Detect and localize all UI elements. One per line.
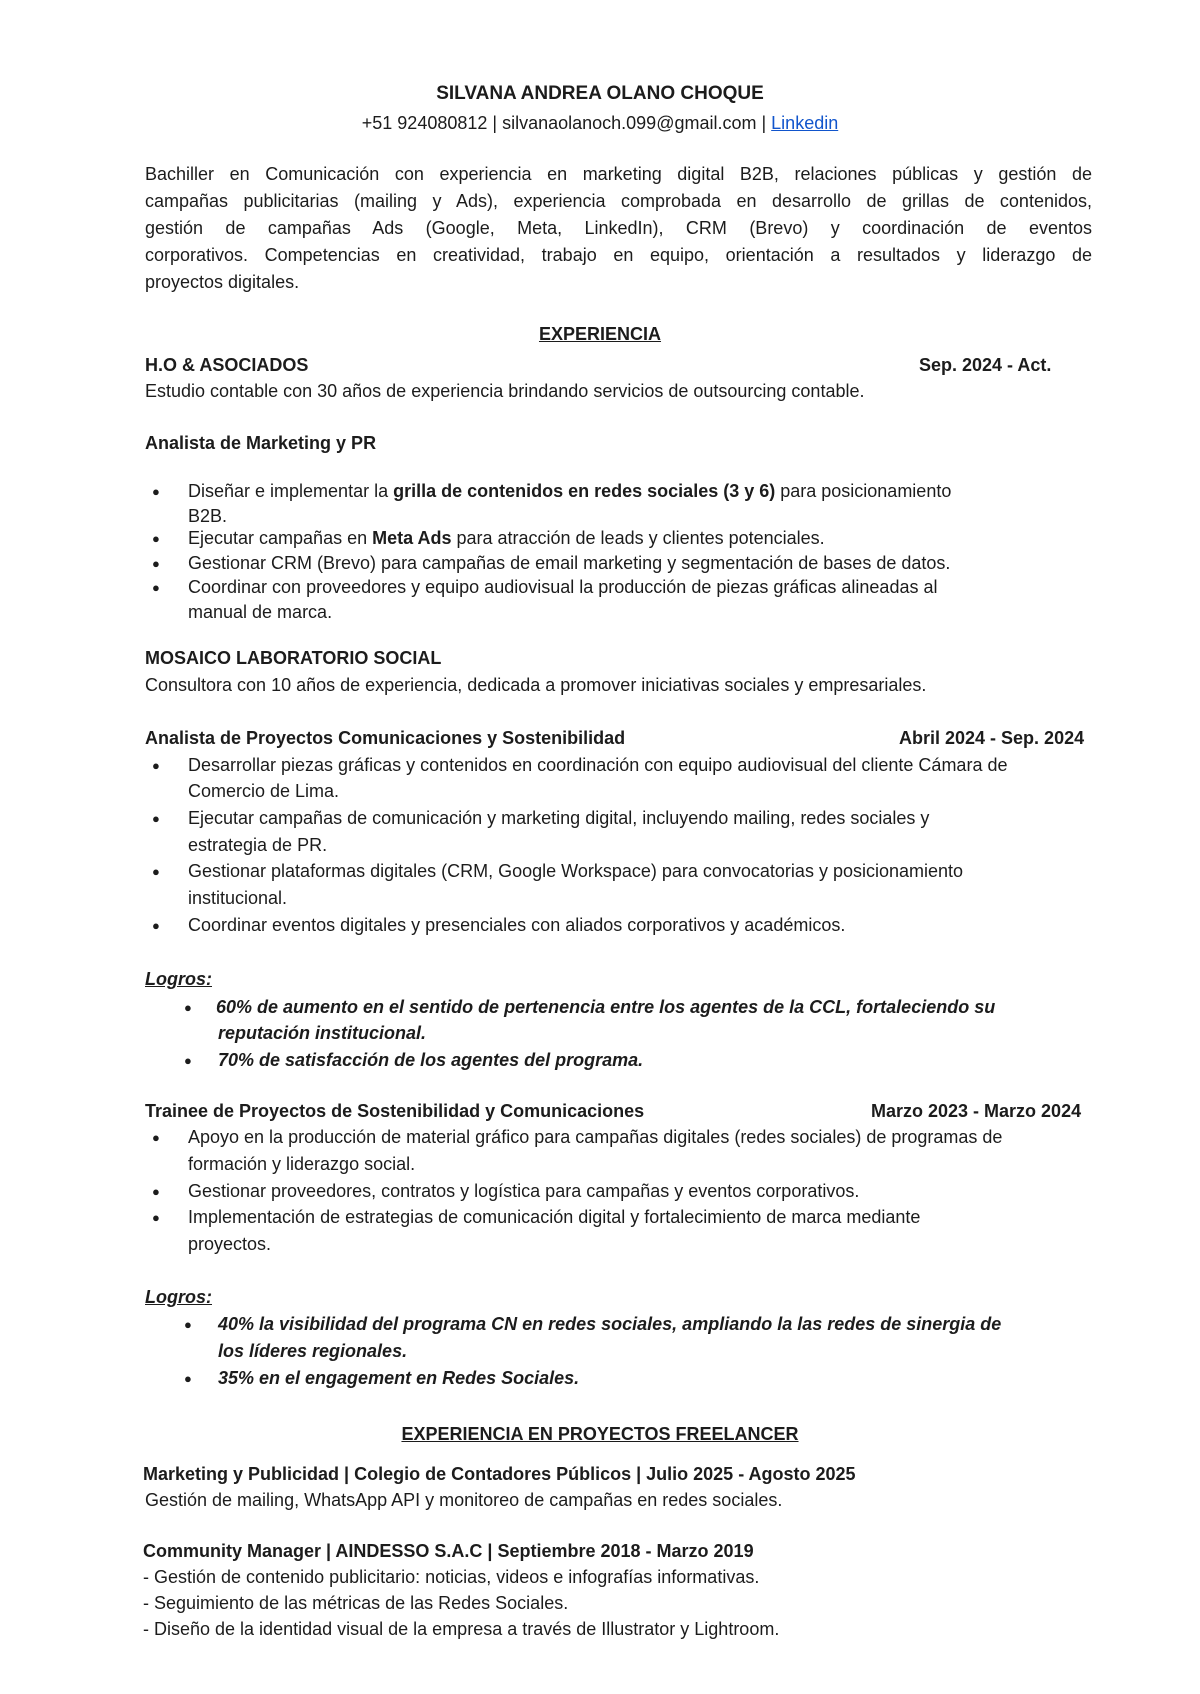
bullet-icon: ● — [152, 556, 160, 571]
bullet-icon: ● — [184, 1317, 192, 1332]
role2-bullet-1: Apoyo en la producción de material gráfico para campañas digitales (redes sociales) de programas de — [188, 1127, 1003, 1147]
role1-bullet-2-cont: estrategia de PR. — [188, 835, 328, 855]
bullet-icon: ● — [152, 864, 160, 879]
bullet-icon: ● — [152, 580, 160, 595]
job2-role-1-dates: Abril 2024 - Sep. 2024 — [899, 728, 1085, 748]
job1-dates: Sep. 2024 - Act. — [919, 355, 1052, 375]
bullet-icon: ● — [184, 1053, 192, 1068]
achievements-label: Logros: — [145, 969, 212, 989]
role1-bullet-1-cont: Comercio de Lima. — [188, 781, 340, 801]
job2-role-2-dates: Marzo 2023 - Marzo 2024 — [871, 1101, 1082, 1121]
experience-heading: EXPERIENCIA — [538, 324, 662, 344]
company-mosaico: MOSAICO LABORATORIO SOCIAL — [145, 648, 442, 668]
freelance-heading: EXPERIENCIA EN PROYECTOS FREELANCER — [401, 1424, 799, 1444]
bullet-icon: ● — [184, 1371, 192, 1386]
role2-achievement-1: 40% la visibilidad del programa CN en redes sociales, ampliando la las redes de sinergia de — [218, 1314, 1002, 1334]
freelance-project-1-desc: Gestión de mailing, WhatsApp API y monitoreo de campañas en redes sociales. — [145, 1490, 783, 1510]
bullet-text: para posicionamiento — [775, 481, 952, 501]
role2-bullet-3-cont: proyectos. — [188, 1234, 272, 1254]
role2-bullet-3: Implementación de estrategias de comunicación digital y fortalecimiento de marca mediante — [188, 1207, 921, 1227]
freelance-project-2-line-3: - Diseño de la identidad visual de la empresa a través de Illustrator y Lightroom. — [143, 1619, 780, 1639]
bullet-icon: ● — [152, 1130, 160, 1145]
job1-bullet-4: Coordinar con proveedores y equipo audiovisual la producción de piezas gráficas alineadas al — [188, 577, 938, 597]
bullet-text: para atracción de leads y clientes potenciales. — [451, 528, 825, 548]
role2-bullet-1-cont: formación y liderazgo social. — [188, 1154, 416, 1174]
job2-description: Consultora con 10 años de experiencia, dedicada a promover iniciativas sociales y empresariales. — [145, 675, 927, 695]
candidate-name: SILVANA ANDREA OLANO CHOQUE — [436, 83, 764, 104]
job1-role: Analista de Marketing y PR — [145, 433, 377, 453]
role2-bullet-2: Gestionar proveedores, contratos y logística para campañas y eventos corporativos. — [188, 1181, 860, 1201]
freelance-project-1-title: Marketing y Publicidad | Colegio de Contadores Públicos | Julio 2025 - Agosto 2025 — [143, 1464, 856, 1484]
role2-achievement-1-cont: los líderes regionales. — [218, 1341, 408, 1361]
summary-line-1: Bachiller en Comunicación con experiencia en marketing digital B2B, relaciones públicas y gestión de — [145, 164, 1092, 184]
role1-bullet-3-cont: institucional. — [188, 888, 288, 908]
job2-role-2: Trainee de Proyectos de Sostenibilidad y Comunicaciones — [145, 1101, 645, 1121]
freelance-project-2-line-2: - Seguimiento de las métricas de las Redes Sociales. — [143, 1593, 569, 1613]
job1-bullet-1-cont: B2B. — [188, 506, 228, 526]
role1-bullet-4: Coordinar eventos digitales y presenciales con aliados corporativos y académicos. — [188, 915, 846, 935]
bullet-icon: ● — [152, 531, 160, 546]
summary-line-5: proyectos digitales. — [145, 272, 300, 292]
linkedin-link[interactable]: Linkedin — [771, 113, 839, 133]
bullet-icon: ● — [184, 1000, 192, 1015]
bullet-bold-text: grilla de contenidos en redes sociales (3 y 6) — [393, 481, 776, 501]
role2-achievement-2: 35% en el engagement en Redes Sociales. — [218, 1368, 580, 1388]
contact-text: +51 924080812 | silvanaolanoch.099@gmail.com | — [361, 113, 772, 133]
freelance-project-2-title: Community Manager | AINDESSO S.A.C | Septiembre 2018 - Marzo 2019 — [143, 1541, 754, 1561]
role1-bullet-3: Gestionar plataformas digitales (CRM, Google Workspace) para convocatorias y posicionamiento — [188, 861, 964, 881]
job1-bullet-4-cont: manual de marca. — [188, 602, 333, 622]
summary-line-3: gestión de campañas Ads (Google, Meta, LinkedIn), CRM (Brevo) y coordinación de eventos — [145, 218, 1092, 238]
bullet-bold-text: Meta Ads — [372, 528, 452, 548]
bullet-icon: ● — [152, 484, 160, 499]
bullet-icon: ● — [152, 1184, 160, 1199]
bullet-text: Diseñar e implementar la — [188, 481, 394, 501]
achievements-label: Logros: — [145, 1287, 212, 1307]
role1-achievement-1-cont: reputación institucional. — [218, 1023, 427, 1043]
bullet-icon: ● — [152, 758, 160, 773]
role1-achievement-2: 70% de satisfacción de los agentes del programa. — [218, 1050, 644, 1070]
bullet-icon: ● — [152, 1210, 160, 1225]
contact-line — [0, 112, 1200, 134]
company-ho-asociados: H.O & ASOCIADOS — [145, 355, 309, 375]
job1-description: Estudio contable con 30 años de experiencia brindando servicios de outsourcing contable. — [145, 381, 865, 401]
role1-achievement-1: 60% de aumento en el sentido de pertenencia entre los agentes de la CCL, fortaleciendo su — [216, 997, 996, 1017]
job1-bullet-3: Gestionar CRM (Brevo) para campañas de email marketing y segmentación de bases de datos. — [188, 553, 951, 573]
job1-bullet-2 — [188, 527, 825, 549]
bullet-icon: ● — [152, 918, 160, 933]
bullet-icon: ● — [152, 811, 160, 826]
job1-bullet-1 — [188, 480, 951, 502]
summary-line-4: corporativos. Competencias en creatividad, trabajo en equipo, orientación a resultados y liderazgo de — [145, 245, 1092, 265]
summary-line-2: campañas publicitarias (mailing y Ads), experiencia comprobada en desarrollo de grillas de contenidos, — [145, 191, 1092, 211]
role1-bullet-1: Desarrollar piezas gráficas y contenidos en coordinación con equipo audiovisual del cliente Cámara de — [188, 755, 1008, 775]
bullet-text: Ejecutar campañas en — [188, 528, 373, 548]
job2-role-1: Analista de Proyectos Comunicaciones y Sostenibilidad — [145, 728, 626, 748]
role1-bullet-2: Ejecutar campañas de comunicación y marketing digital, incluyendo mailing, redes sociales y — [188, 808, 930, 828]
freelance-project-2-line-1: - Gestión de contenido publicitario: noticias, videos e infografías informativas. — [143, 1567, 760, 1587]
